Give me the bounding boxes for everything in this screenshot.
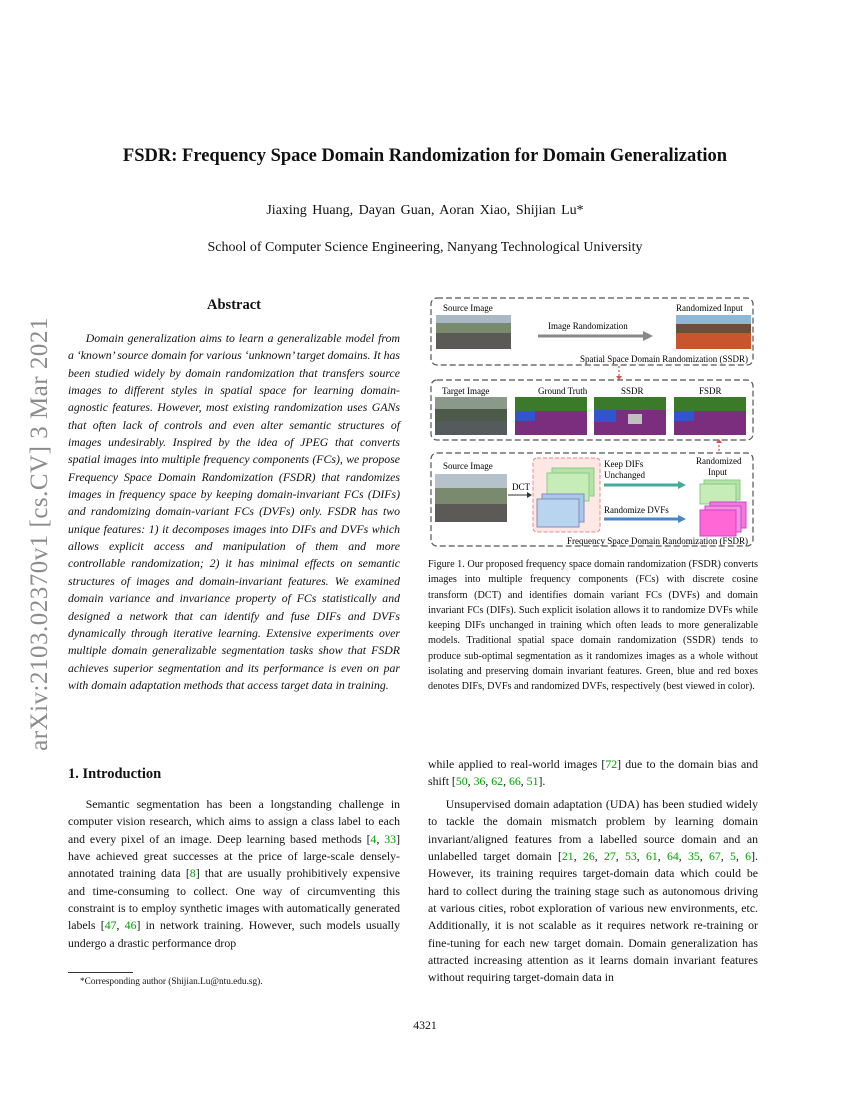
citation-link[interactable]: 27 — [603, 849, 616, 864]
citation-link[interactable]: 6 — [745, 849, 752, 864]
citation-link[interactable]: 67 — [709, 849, 721, 864]
label-target-image: Target Image — [442, 386, 490, 396]
label-dct: DCT — [512, 482, 530, 492]
affiliation: School of Computer Science Engineering, Nanyang Technological University — [207, 240, 643, 255]
intro-paragraph-right-2: Unsupervised domain adaptation (UDA) has been studied widely to tackle the domain mismatch problem by learning domain invariant/aligned features from a labelled source domain and an unlabelled target domain [21, 26, 27, 53, 61, 64, 35, 67, 5, 6]. However, its training requires target-domain data which could be hard to collect during the training stage such as autonomous driving at various cities, robot exploration of various new environments, etc. Additionally, it is not scalable as it requires network re-training or fine-tuning for each new target domain. Domain generalization has attracted increasing attention as it learns domain invariant features without requiring target-domain data in — [428, 797, 758, 985]
citation-link[interactable]: 61 — [645, 849, 658, 864]
page-number: 4321 — [413, 1018, 437, 1032]
author-list: Jiaxing Huang, Dayan Guan, Aoran Xiao, Shijian Lu* — [266, 203, 584, 218]
citation-link[interactable]: 62 — [491, 774, 504, 789]
label-input: Input — [708, 467, 727, 477]
citation-link[interactable]: 8 — [189, 866, 196, 881]
citation-link[interactable]: 53 — [624, 849, 637, 864]
citation-link[interactable]: 36 — [473, 774, 486, 789]
label-fsdr-title: Frequency Space Domain Randomization (FSDR) — [567, 536, 748, 546]
citation-link[interactable]: 33 — [384, 831, 397, 846]
label-ssdr-title: Spatial Space Domain Randomization (SSDR) — [580, 354, 748, 364]
figure-1-diagram — [428, 296, 758, 551]
arxiv-stamp: arXiv:2103.02370v1 [cs.CV] 3 Mar 2021 — [26, 317, 53, 751]
label-randomized-input: Randomized Input — [676, 303, 743, 313]
label-randomized: Randomized — [696, 456, 742, 466]
figure-1-caption: Figure 1. Our proposed frequency space domain randomization (FSDR) converts images into multiple frequency components (FCs) with discrete cosine transform (DCT) and identifies domain variant FCs (DVFs) and domain invariant FCs (DIFs). Such explicit isolation allows it to randomize DVFs while keeping DIFs unchanged in training which often leads to more generalizable models. Traditional spatial space domain randomization (SSDR) tends to produce sub-optimal segmentation as it randomizes images as a whole without isolating and preserving domain invariant features. Green, blue and red boxes denotes DIFs, DVFs and randomized DVFs, respectively (best viewed in color). — [428, 559, 758, 693]
label-keep-difs: Keep DIFs — [604, 459, 644, 469]
label-source-image-2: Source Image — [443, 461, 493, 471]
abstract-text: Domain generalization aims to learn a generalizable model from a ‘known’ source domain for various ‘unknown’ target domains. It has been studied widely by domain randomization that transfers source images to different styles in spatial space for learning domain-agnostic features. However, most existing randomization uses GANs that often lack of controls and even alter semantic structures of images undesirably. Inspired by the idea of JPEG that converts spatial images into multiple frequency components (FCs), we propose Frequency Space Domain Randomization (FSDR) that randomizes images in frequency space by keeping domain-invariant FCs (DIFs) and randomizing domain-variant FCs (DVFs) only. FSDR has two unique features: 1) it decomposes images into DIFs and DVFs which allows explicit access and manipulation of them and more controllable randomization; 2) it has minimal effects on semantic structures of images and domain-invariant features. We examined domain variance and invariance property of FCs statistically and designed a network that can identify and fuse DIFs and DVFs dynamically through iterative learning. Extensive experiments over multiple domain generalizable segmentation tasks show that FSDR achieves superior segmentation and its performance is even on par with domain adaptation methods that access target data in training. — [68, 331, 400, 692]
randomized-dvfs-stack — [700, 510, 736, 536]
label-ground-truth: Ground Truth — [538, 386, 588, 396]
citation-link[interactable]: 35 — [688, 849, 700, 864]
citation-link[interactable]: 4 — [370, 831, 377, 846]
citation-link[interactable]: 5 — [730, 849, 736, 864]
citation-link[interactable]: 47 — [104, 918, 117, 933]
label-source-image: Source Image — [443, 303, 493, 313]
citation-link[interactable]: 21 — [561, 849, 574, 864]
citation-link[interactable]: 46 — [124, 918, 137, 933]
label-ssdr: SSDR — [621, 386, 644, 396]
footnote-rule — [68, 972, 133, 973]
citation-link[interactable]: 26 — [582, 849, 595, 864]
citation-link[interactable]: 50 — [455, 774, 468, 789]
paper-title: FSDR: Frequency Space Domain Randomization for Domain Generalization — [122, 146, 728, 166]
label-randomize-dvfs: Randomize DVFs — [604, 505, 669, 515]
citation-link[interactable]: 66 — [508, 774, 521, 789]
citation-link[interactable]: 72 — [605, 757, 618, 771]
label-fsdr: FSDR — [699, 386, 722, 396]
intro-paragraph-1: Semantic segmentation has been a longstanding challenge in computer vision research, which aims to assign a class label to each and every pixel of an image. Deep learning based methods [4, 33] have achieved great successes at the price of large-scale densely-annotated training data [8] that are usually prohibitively expensive and time-consuming to collect. One way of circumventing this constraint is to employ synthetic images with automatically generated labels [47, 46] in network training. However, such models usually undergo a drastic performance drop — [68, 797, 400, 950]
citation-link[interactable]: 64 — [666, 849, 679, 864]
citation-link[interactable]: 51 — [526, 774, 539, 789]
label-image-randomization: Image Randomization — [548, 321, 628, 331]
label-unchanged: Unchanged — [604, 470, 645, 480]
intro-paragraph-right-1: while applied to real-world images [72] due to the domain bias and shift [50, 36, 62, 66, 51]. — [428, 757, 758, 789]
section-heading-introduction: 1. Introduction — [68, 766, 162, 782]
footnote: *Corresponding author (Shijian.Lu@ntu.edu.sg). — [80, 977, 263, 987]
abstract-heading: Abstract — [207, 297, 261, 313]
